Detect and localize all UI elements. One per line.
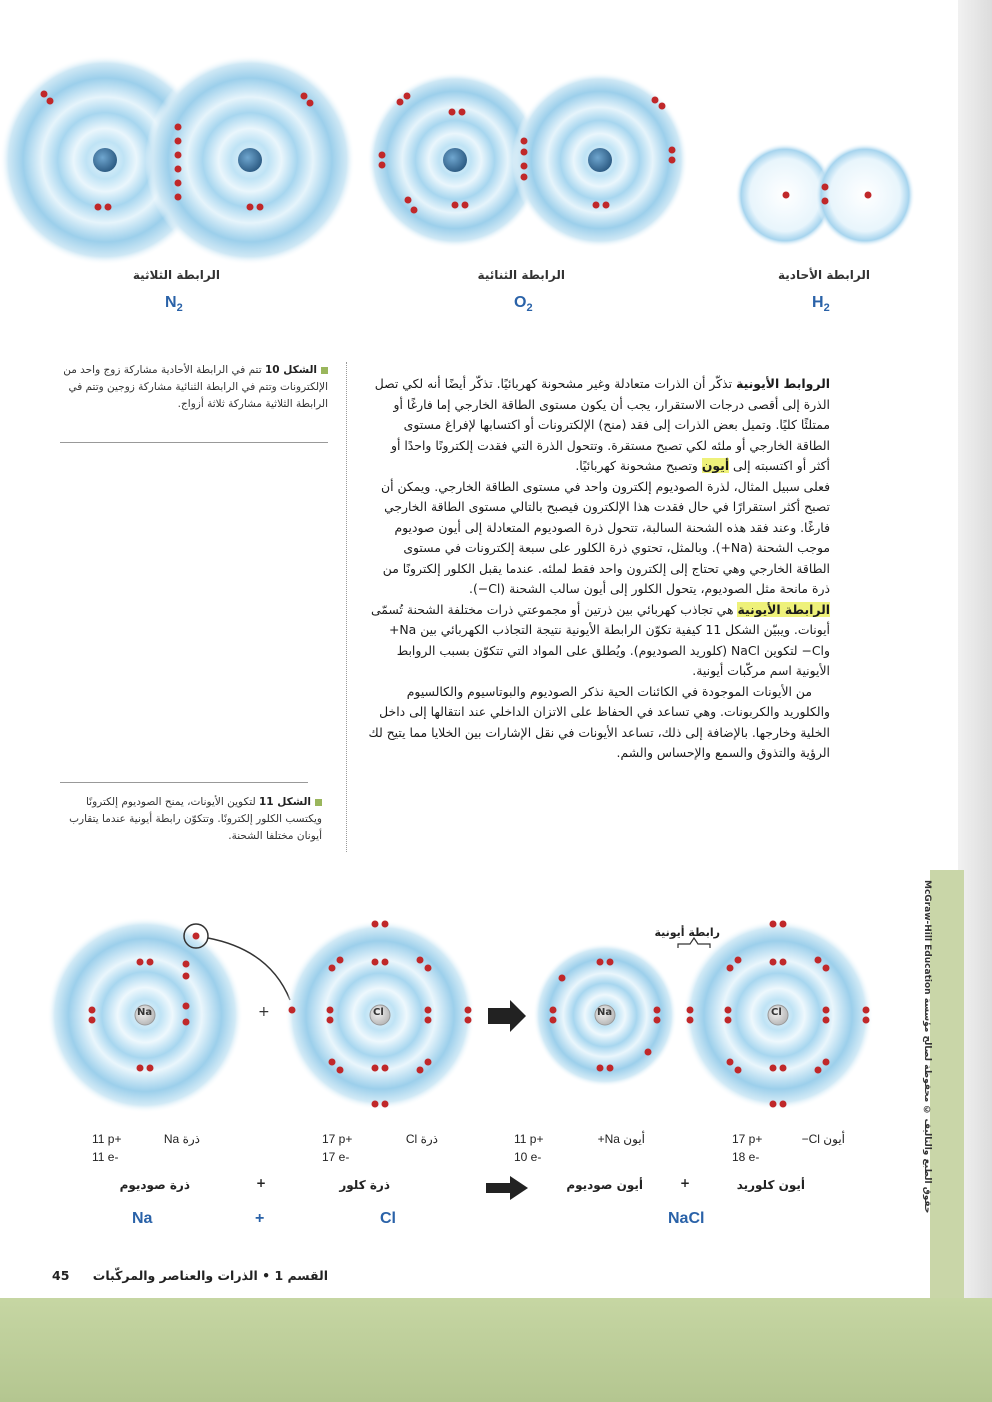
figure-11-caption xyxy=(60,794,322,845)
footer-section-title: القسم 1 • الذرات والعناصر والمركّبات xyxy=(92,1268,328,1283)
ionic-bond-label: رابطة أيونية xyxy=(654,926,720,939)
nucleus xyxy=(93,148,117,172)
nacl-symbol: NaCl xyxy=(668,1210,705,1227)
caption-divider xyxy=(60,782,308,783)
paragraph-ionic-intro: الروابط الأيونية تذكّر أن الذرات متعادلة وغير مشحونة كهربائيًا. تذكّر أيضًا أنه لكي تصل الذرة إلى أقصى درجات الاستقرار، يجب أن يكون مستوى الطاقة الخارجي إما فارغًا أو ممتلئًا كليًا. وتميل بعض الذرات إلى فقد (منح) الإلكترونات أو اكتسابها لإفراغ مستوى الطاقة الخارجي أو ملئه لكي تصبح مستقرة. وتتحول الذرة التي فقدت إلكترونًا واحدًا أو أكثر أو اكتسبته إلى أيون وتصبح مشحونة كهربائيًا. xyxy=(374,376,830,473)
na-ion-label: أيون Na+ xyxy=(597,1132,645,1146)
caption-marker-icon xyxy=(315,799,322,806)
n2-molecule xyxy=(0,55,355,265)
plus-sign-figure: + xyxy=(258,1004,270,1020)
ionic-bond-bracket xyxy=(678,938,710,948)
page-number: 45 xyxy=(52,1268,70,1283)
single-bond-label: الرابطة الأحادية xyxy=(778,268,870,282)
term-ionic-bond: الرابطة الأيونية xyxy=(737,601,830,617)
na-ion-protons: 11 p+ xyxy=(514,1132,544,1146)
plus-sign: + xyxy=(255,1210,265,1227)
caption-divider xyxy=(60,442,328,443)
na-ion-electrons: 10 e- xyxy=(514,1150,542,1164)
caption-text: تتم في الرابطة الأحادية مشاركة زوج واحد من الإلكترونات وتتم في الرابطة الثنائية مشاركة زوجين وتتم في الرابطة الثلاثية مشاركة ثلاثة أزواج. xyxy=(63,364,328,410)
cl-symbol: Cl xyxy=(380,1210,396,1227)
n2-formula: $N_2$ xyxy=(165,294,183,315)
nucleus xyxy=(588,148,612,172)
na-atom-label: ذرة Na xyxy=(163,1132,200,1146)
na-atom-electrons: 11 e- xyxy=(92,1150,119,1164)
caption-arrow-icon xyxy=(486,1176,528,1204)
h2-formula: $H_2$ xyxy=(812,294,830,315)
paragraph-ionic-bond: الرابطة الأيونية هي تجاذب كهربائي بين ذرتين أو مجموعتي ذرات مختلفة الشحنة تُسمّى أيونات. ويبيّن الشكل 11 كيفية تكوّن الرابطة الأيونية نتيجة التجاذب الكهربائي بين Na+ وCl− لتكوين NaCl (كلوريد الصوديوم). ويُطلق على المواد التي تتكوّن بسبب الروابط الأيونية اسم مركّبات أيونية. xyxy=(370,601,830,678)
cl-ion-protons: 17 p+ xyxy=(732,1132,763,1146)
cl-ion-nucleus-label: Cl xyxy=(771,1007,782,1018)
column-divider xyxy=(346,362,347,852)
main-text xyxy=(368,374,830,764)
na-ion-nucleus-label: Na xyxy=(597,1007,613,1018)
paragraph-ions-in-organisms: من الأيونات الموجودة في الكائنات الحية نذكر الصوديوم والبوتاسيوم والكالسيوم والكلوريد والكربونات. وهي تساعد في الحفاظ على الاتزان الداخلي عند انتقالها إلى داخل الخلية وخارجها. بالإضافة إلى ذلك، تساعد الأيونات في نقل الإشارات بين الخلايا مما يتيح لك الرؤية والتذوق والسمع والإحساس والشم. xyxy=(368,683,830,760)
caption-number: الشكل 11 xyxy=(259,796,311,808)
chlorine-atom-caption: ذرة كلور xyxy=(339,1178,390,1192)
figure-10-caption xyxy=(60,362,328,413)
o2-formula: $O_2$ xyxy=(514,294,533,315)
triple-bond-label: الرابطة الثلاثية xyxy=(132,268,220,282)
nucleus xyxy=(443,148,467,172)
plus-sign: + xyxy=(256,1176,267,1190)
na-atom xyxy=(47,917,290,1113)
o2-molecule xyxy=(367,72,688,248)
cl-atom-protons: 17 p+ xyxy=(322,1132,353,1146)
chloride-ion-caption: أيون كلوريد xyxy=(736,1178,805,1192)
sodium-atom-caption: ذرة صوديوم xyxy=(119,1178,190,1192)
caption-number: الشكل 10 xyxy=(265,364,317,376)
page-bottom-band xyxy=(0,1298,992,1402)
page-edge-tint xyxy=(930,870,964,1300)
cl-atom-electrons: 17 e- xyxy=(322,1150,350,1164)
na-atom-protons: 11 p+ xyxy=(92,1132,122,1146)
copyright-side-text: McGraw-Hill Education حقوق الطبع والتأليف © محفوظة لصالح مؤسسة xyxy=(922,880,932,1214)
caption-marker-icon xyxy=(321,367,328,374)
paragraph-sodium-example: فعلى سبيل المثال، لذرة الصوديوم إلكترون واحد في مستوى الطاقة الخارجي. ويمكن أن تصبح أكثر استقرارًا في حال فقدت هذا الإلكترون فيصبح بالتالي مستوى الطاقة الخارجي فارغًا. وعند فقد هذه الشحنة السالبة، تتحول ذرة الصوديوم المتعادلة إلى أيون صوديوم موجب الشحنة (Na+). وبالمثل، تحتوي ذرة الكلور على سبعة إلكترونات في مستوى الطاقة الخارجي وهي تحتاج إلى إلكترون واحد فقط لملئه. عندما يقبل الكلور إلكترونًا من ذرة مانحة مثل الصوديوم، يتحول الكلور إلى أيون سالب الشحنة (Cl−). xyxy=(380,478,830,596)
na-atom-nucleus-label: Na xyxy=(137,1007,153,1018)
ionic-bond-figure xyxy=(0,900,900,1130)
nucleus xyxy=(238,148,262,172)
cl-atom-label: ذرة Cl xyxy=(405,1132,438,1146)
sodium-ion-caption: أيون صوديوم xyxy=(566,1178,643,1192)
cl-atom-nucleus-label: Cl xyxy=(373,1007,384,1018)
na-symbol: Na xyxy=(132,1210,153,1227)
term-ion: أيون xyxy=(701,458,730,473)
cl-ion-electrons: 18 e- xyxy=(732,1150,760,1164)
reaction-arrow-icon xyxy=(488,1000,526,1032)
plus-sign: + xyxy=(680,1176,691,1190)
cl-ion-label: أيون Cl− xyxy=(801,1132,845,1146)
caption-text: لتكوين الأيونات، يمنح الصوديوم إلكترونًا ويكتسب الكلور إلكترونًا. وتتكوّن رابطة أيونية عندما يتقارب أيونان مختلفا الشحنة. xyxy=(69,796,322,842)
double-bond-label: الرابطة الثنائية xyxy=(477,268,565,282)
h2-molecule xyxy=(735,143,915,247)
